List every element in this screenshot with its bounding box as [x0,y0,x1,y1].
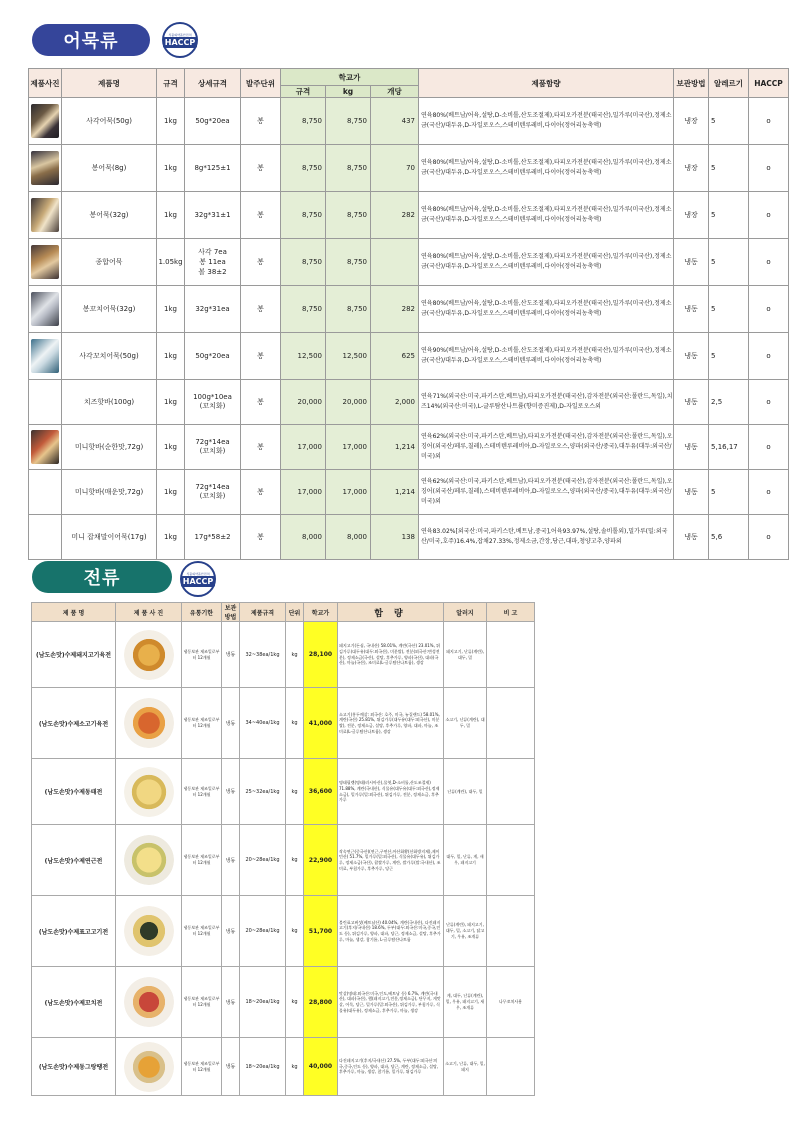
spec: 1.05kg [157,239,185,286]
header-note: 비 고 [487,603,535,622]
storage: 냉동 [222,688,240,759]
haccp-mark: o [749,380,789,425]
storage: 냉동 [674,333,709,380]
ingredients: 연육83.02%[외국산:미국,파키스탄,베트남,중국],어육93.97%,설탕,솔비톨외),밀가루(밀:외국산/미국,호주)16.4%,잡채27.33%,정제소금,간장,당근,대파,청양고추,양파외 [419,515,674,560]
detail-line: (꼬치화) [199,402,226,410]
photo-cell [29,286,62,333]
detail-line: 볼 38±2 [198,268,227,276]
allergy: 난류(계란), 대두, 밀 [444,759,487,825]
order-unit: 봉 [241,515,281,560]
ingredients: 작속연근(중국산)(연근,구연산,아산화황(산화방지제),제이민산) 51.7%, 밀가루(밀:외국산), 식물유(대두유), 튀김가루, 정제소금(국산), 찹쌀가루, 계란, 쌀가루(쌀:국내산), 조미료, 부침가루, 후추가루, 당근 [338,825,444,896]
allergy: 5 [709,145,749,192]
allergy: 5 [709,98,749,145]
photo-cell [29,145,62,192]
table-row [29,425,789,470]
photo-cell [29,380,62,425]
detail-line: 봉 11ea [199,258,226,266]
haccp-mark: o [749,192,789,239]
expiry: 냉동보관 제조일로부터 12개월 [182,825,222,896]
detail-spec: 17g*58±2 [194,533,231,541]
spec: 1kg [157,333,185,380]
photo-cell [29,515,62,560]
spec: 18~20ea/1kg [240,967,286,1038]
detail-cell [185,192,241,239]
order-unit: 봉 [241,192,281,239]
price-each: 1,214 [371,425,419,470]
detail-spec: 32g*31ea [195,305,230,313]
school-price: 22,900 [304,825,338,896]
storage: 냉동 [674,515,709,560]
price-each: 70 [371,145,419,192]
price-spec: 8,750 [281,286,326,333]
price-spec: 8,750 [281,145,326,192]
allergy: 5 [709,286,749,333]
ingredients: 연육62%(외국산:미국,파키스탄,베트남),타피오카전분(태국산),감자전분(외국산:폴란드,독일),오징어(외국산/페루,칠레),스테비텐루레비아,D-자일로오스,양파(외국산/중국),대두유(대두:외국산/미국)외 [419,470,674,515]
table-row [29,239,789,286]
note: 나무꼬치사용 [487,967,535,1038]
expiry: 냉동보관 제조일로부터 12개월 [182,759,222,825]
photo-cell [116,622,182,688]
haccp-logo: 식품의약품안전처 HACCP [162,22,198,58]
haccp-mark: o [749,425,789,470]
ingredients: 연육90%(베트남/어육,설탕,D-소비톨,산도조절제),타피오카전분(태국산),밀가루(미국산),정제소금(국산)/대두유,D-자일로오스,스테비텐루레비,다이아(정어리농축액) [419,333,674,380]
photo-cell [116,688,182,759]
spec: 1kg [157,98,185,145]
detail-cell [185,425,241,470]
table-row [29,333,789,380]
order-unit: 봉 [241,380,281,425]
table-row [29,145,789,192]
price-spec: 17,000 [281,425,326,470]
product-name: (남도손맛)수제꼬치전 [32,967,116,1038]
storage: 냉동 [674,239,709,286]
ingredients: 맛살(명태:외국산:미국,인도,베트남 등) 6.7%, 계란(국내산), 대파(국산), 햄(돼지고기,전분,정제소금), 단무지, 게맛살, 어묵, 당근, 밀가루(밀:외국산), 튀김가루, 부침가루, 식물유(대두유), 정제소금, 후추가루, 마늘, 생강 [338,967,444,1038]
allergy: 2,5 [709,380,749,425]
header-haccp: HACCP [749,69,789,98]
product-name: 미니핫바(순한맛,72g) [62,425,157,470]
haccp-mark: o [749,239,789,286]
product-name: 미니 잡채말이어묵(17g) [62,515,157,560]
haccp-logo: 식품의약품안전처 HACCP [180,561,216,597]
table-row [32,896,535,967]
ingredients: 명태필렛(명태(러시아산),물엿,D-소비톨,산도조절제) 71.88%, 계란(국내산), 식물유(대두유(대두:외국산),정제소금), 밀가루(밀:외국산), 튀김가루, 전분, 정제소금, 후추가루 [338,759,444,825]
storage: 냉동 [222,1038,240,1096]
ingredients: 연육71%(외국산:미국,파키스탄,베트남),타피오카전분(태국산),감자전분(외국산:폴란드,독일),치즈14%(외국산:미국),L-글루탐산나트륨(향미증진제),D-자일로오스외 [419,380,674,425]
product-photo [31,245,59,279]
storage: 냉동 [674,380,709,425]
price-spec: 12,500 [281,333,326,380]
header-storage: 보관방법 [674,69,709,98]
section-title-fishcake: 어묵류 [32,24,150,56]
school-price: 40,000 [304,1038,338,1096]
product-name: 봉꼬치어묵(32g) [62,286,157,333]
storage: 냉장 [674,192,709,239]
photo-cell [116,759,182,825]
allergy: 5 [709,333,749,380]
photo-cell [29,239,62,286]
header-name: 제품명 [62,69,157,98]
ingredients: 소고기(홍두깨살: 외국산: 호주, 미국, 뉴질랜드) 58.01%, 계란(국산) 25.81%, 튀김가루(대두유(대두:외국산), 미분쌀), 전분, 정제소금, 설탕, 후추가루, 양파, 대파, 마늘, 조미료(L-글루탐산나트륨), 생강 [338,688,444,759]
product-photo [124,698,174,748]
detail-cell [185,333,241,380]
price-spec: 8,750 [281,239,326,286]
school-price: 36,600 [304,759,338,825]
photo-cell [29,470,62,515]
detail-cell [185,239,241,286]
price-each: 1,214 [371,470,419,515]
expiry: 냉동보관 제조일로부터 12개월 [182,1038,222,1096]
ingredients: 연육62%(외국산:미국,파키스탄,베트남),타피오카전분(태국산),감자전분(외국산:폴란드,독일),오징어(외국산/페루,칠레),스테비텐루레비아,D-자일로오스,양파(외국산/중국),대두유(대두:외국산/미국)외 [419,425,674,470]
school-price: 28,800 [304,967,338,1038]
order-unit: 봉 [241,470,281,515]
detail-cell [185,286,241,333]
allergy: 소고기, 난류(계란), 대두, 밀 [444,688,487,759]
detail-line: (꼬치화) [199,492,226,500]
photo-cell [116,967,182,1038]
unit: kg [286,622,304,688]
product-photo [31,430,59,464]
header-price-each: 개당 [371,86,419,98]
photo-cell [116,896,182,967]
detail-cell [185,380,241,425]
header-ingredients: 함 량 [338,603,444,622]
spec: 1kg [157,470,185,515]
table-row [29,515,789,560]
header-allergy: 알러지 [444,603,487,622]
photo-cell [29,192,62,239]
school-price: 51,700 [304,896,338,967]
detail-line: 사각 7ea [198,248,227,256]
price-each: 2,000 [371,380,419,425]
header-name: 제 품 명 [32,603,116,622]
storage: 냉동 [674,286,709,333]
product-photo [31,292,59,326]
spec: 25~32ea/1kg [240,759,286,825]
photo-cell [29,333,62,380]
price-kg: 8,750 [326,192,371,239]
price-kg: 8,750 [326,145,371,192]
header-spec: 제품규격 [240,603,286,622]
ingredients: 연육80%(베트남/어육,설탕,D-소비톨,산도조절제),타피오카전분(태국산),밀가루(미국산),정제소금(국산)/대두유,D-자일로오스,스테비텐루레비,다이아(정어리농축액) [419,192,674,239]
price-each: 282 [371,286,419,333]
table-row [32,622,535,688]
ingredients: 돼지고기(돈심, 국내산) 58.01%, 계란(국산) 23.01%, 튀김가루(대두유(대두:외국산), 미분쌀), 전분(외국산:변성전분), 정제소금(국산), 설탕, 후추가루, 양파(국산), 대파(국산), 마늘(국산), 조미료(L-글루탐산나트륨), 생강 [338,622,444,688]
product-name: (남도손맛)수제표고고기전 [32,896,116,967]
header-school-price: 학교가 [281,69,419,86]
price-spec: 20,000 [281,380,326,425]
storage: 냉장 [674,145,709,192]
expiry: 냉동보관 제조일로부터 12개월 [182,896,222,967]
product-photo [124,906,174,956]
price-kg: 8,750 [326,286,371,333]
detail-cell [185,470,241,515]
unit: kg [286,1038,304,1096]
ingredients: 연육80%(베트남/어육,설탕,D-소비톨,산도조절제),타피오카전분(태국산),밀가루(미국산),정제소금(국산)/대두유,D-자일로오스,스테비텐루레비,다이아(정어리농축액) [419,98,674,145]
expiry: 냉동보관 제조일로부터 12개월 [182,688,222,759]
detail-spec: 8g*125±1 [194,164,231,172]
note [487,896,535,967]
detail-spec: 32g*31±1 [194,211,231,219]
storage: 냉동 [222,967,240,1038]
product-name: (남도손맛)수제소고기육전 [32,688,116,759]
storage: 냉동 [222,759,240,825]
section-title-jeon: 전류 [32,561,172,593]
unit: kg [286,759,304,825]
storage: 냉동 [222,825,240,896]
allergy: 소고기, 난류, 대두, 밀, 돼지 [444,1038,487,1096]
unit: kg [286,825,304,896]
ingredients: 불린표고버섯(베트남산) 40.04%, 계란(국내산), 다진돼지고기(후지/국내산) 18.6%, 두부(대두:외국산:미국,중국,인도 등), 튀김가루, 양파, 대파, 당근, 정제소금, 설탕, 후추가루, 마늘, 생강, 참기름, L-글루탐산나트륨 [338,896,444,967]
photo-cell [116,1038,182,1096]
allergy: 대두, 밀, 난류, 게, 새우, 돼지고기 [444,825,487,896]
spec: 1kg [157,425,185,470]
header-price-kg: kg [326,86,371,98]
product-name: 미니핫바(매운맛,72g) [62,470,157,515]
price-each: 625 [371,333,419,380]
photo-cell [116,825,182,896]
haccp-mark: o [749,145,789,192]
spec: 18~20ea/1kg [240,1038,286,1096]
spec: 1kg [157,145,185,192]
order-unit: 봉 [241,286,281,333]
allergy: 5 [709,470,749,515]
allergy: 5,16,17 [709,425,749,470]
product-name: 사각꼬치어묵(50g) [62,333,157,380]
storage: 냉동 [674,470,709,515]
spec: 20~28ea/1kg [240,825,286,896]
ingredients: 연육80%(베트남/어육,설탕,D-소비톨,산도조절제),타피오카전분(태국산),밀가루(미국산),정제소금(국산)/대두유,D-자일로오스,스테비텐루레비,다이아(정어리농축액) [419,239,674,286]
note [487,759,535,825]
header-detail: 상세규격 [185,69,241,98]
table-row [29,98,789,145]
product-photo [124,767,174,817]
product-name: 봉어묵(32g) [62,192,157,239]
ingredients: 연육80%(베트남/어육,설탕,D-소비톨,산도조절제),타피오카전분(태국산),밀가루(미국산),정제소금(국산)/대두유,D-자일로오스,스테비텐루레비,다이아(정어리농축액) [419,286,674,333]
storage: 냉장 [674,98,709,145]
order-unit: 봉 [241,333,281,380]
header-unit: 단위 [286,603,304,622]
unit: kg [286,896,304,967]
price-kg: 8,750 [326,239,371,286]
product-photo [31,198,59,232]
detail-line: 72g*14ea [195,483,230,491]
order-unit: 봉 [241,145,281,192]
price-spec: 8,000 [281,515,326,560]
product-name: (남도손맛)수제동그랑땡전 [32,1038,116,1096]
storage: 냉동 [674,425,709,470]
product-name: 치즈핫바(100g) [62,380,157,425]
header-price: 학교가 [304,603,338,622]
detail-cell [185,515,241,560]
order-unit: 봉 [241,98,281,145]
header-expiry: 유통기한 [182,603,222,622]
allergy: 돼지고기, 난류(계란), 대두, 밀 [444,622,487,688]
price-spec: 8,750 [281,192,326,239]
note [487,622,535,688]
allergy: 5,6 [709,515,749,560]
price-spec: 8,750 [281,98,326,145]
detail-line: (꼬치화) [199,447,226,455]
spec: 34~40ea/1kg [240,688,286,759]
spec: 32~38ea/1kg [240,622,286,688]
spec: 1kg [157,515,185,560]
note [487,825,535,896]
header-photo: 제품사진 [29,69,62,98]
product-photo [124,977,174,1027]
ingredients: 다진돼지고기(후지/국내산) 27.5%, 두부(대두:외국산:미국,중국,인도 등), 양파, 대파, 당근, 계란, 정제소금, 설탕, 후추가루, 마늘, 생강, 참기름, 밀가루, 튀김가루 [338,1038,444,1096]
allergy: 5 [709,239,749,286]
detail-cell [185,98,241,145]
product-name: (남도손맛)수제돼지고기육전 [32,622,116,688]
table-row [29,470,789,515]
price-kg: 8,750 [326,98,371,145]
product-name: 사각어묵(50g) [62,98,157,145]
storage: 냉동 [222,622,240,688]
header-storage: 보관방법 [222,603,240,622]
ingredients: 연육80%(베트남/어육,설탕,D-소비톨,산도조절제),타피오카전분(태국산),밀가루(미국산),정제소금(국산)/대두유,D-자일로오스,스테비텐루레비,다이아(정어리농축액) [419,145,674,192]
expiry: 냉동보관 제조일로부터 12개월 [182,622,222,688]
haccp-mark: o [749,286,789,333]
haccp-mark: o [749,470,789,515]
table-row [29,286,789,333]
product-photo [31,104,59,138]
price-kg: 20,000 [326,380,371,425]
table-row [29,380,789,425]
product-photo [31,339,59,373]
expiry: 냉동보관 제조일로부터 12개월 [182,967,222,1038]
table-row [32,967,535,1038]
product-name: (남도손맛)수제동태전 [32,759,116,825]
spec: 1kg [157,380,185,425]
price-kg: 17,000 [326,425,371,470]
allergy: 게, 대두, 난류(계란), 밀, 우유, 돼지고기, 새우, 조개류 [444,967,487,1038]
haccp-mark: o [749,333,789,380]
order-unit: 봉 [241,425,281,470]
table-row [32,688,535,759]
table-row [32,759,535,825]
allergy: 5 [709,192,749,239]
school-price: 41,000 [304,688,338,759]
price-each: 282 [371,192,419,239]
detail-line: 100g*10ea [193,393,232,401]
school-price: 28,100 [304,622,338,688]
spec: 20~28ea/1kg [240,896,286,967]
photo-cell [29,98,62,145]
product-photo [124,630,174,680]
price-each: 138 [371,515,419,560]
storage: 냉동 [222,896,240,967]
fishcake-table [28,68,789,560]
table-row [29,192,789,239]
header-photo: 제 품 사 진 [116,603,182,622]
header-ingredients: 제품함량 [419,69,674,98]
table-row [32,1038,535,1096]
product-photo [124,1042,174,1092]
price-spec: 17,000 [281,470,326,515]
note [487,688,535,759]
price-each [371,239,419,286]
detail-cell [185,145,241,192]
header-spec: 규격 [157,69,185,98]
price-each: 437 [371,98,419,145]
product-name: 종합어묵 [62,239,157,286]
haccp-mark: o [749,515,789,560]
header-unit: 발주단위 [241,69,281,98]
product-name: 봉어묵(8g) [62,145,157,192]
price-kg: 17,000 [326,470,371,515]
header-price-spec: 규격 [281,86,326,98]
allergy: 난류(계란), 돼지고기, 대두, 밀, 소고기, 닭고기, 우유, 조개류 [444,896,487,967]
note [487,1038,535,1096]
haccp-mark: o [749,98,789,145]
detail-line: 72g*14ea [195,438,230,446]
unit: kg [286,688,304,759]
price-kg: 8,000 [326,515,371,560]
detail-spec: 50g*20ea [195,117,230,125]
jeon-table [31,602,535,1096]
detail-spec: 50g*20ea [195,352,230,360]
order-unit: 봉 [241,239,281,286]
price-kg: 12,500 [326,333,371,380]
product-photo [31,151,59,185]
spec: 1kg [157,286,185,333]
product-photo [124,835,174,885]
header-allergy: 알레르기 [709,69,749,98]
product-name: (남도손맛)수제연근전 [32,825,116,896]
unit: kg [286,967,304,1038]
table-row [32,825,535,896]
spec: 1kg [157,192,185,239]
photo-cell [29,425,62,470]
